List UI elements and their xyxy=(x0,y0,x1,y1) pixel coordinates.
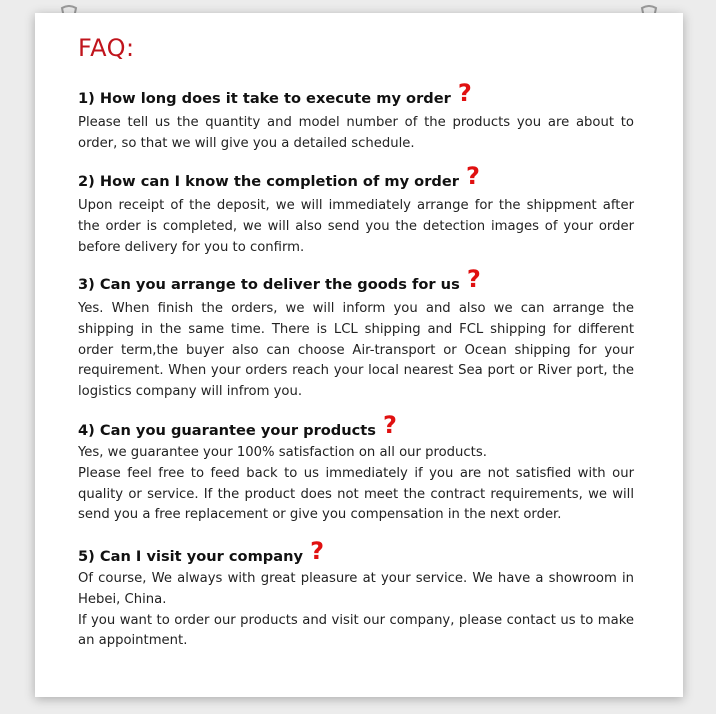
faq-item-4 xyxy=(78,411,634,526)
faq-item-2 xyxy=(78,162,634,258)
question-mark-icon: ? xyxy=(466,162,480,190)
question-mark-icon: ? xyxy=(466,265,481,293)
faq-question: 1) How long does it take to execute my order ? xyxy=(78,79,472,107)
question-mark-icon: ? xyxy=(310,537,325,565)
faq-answer: Upon receipt of the deposit, we will immediately arrange for the shippment after the order is completed, we will also send you the detection images of your order before delivery for you to confirm. xyxy=(78,198,634,255)
faq-title: FAQ: xyxy=(78,34,135,62)
question-mark-icon: ? xyxy=(383,411,397,439)
faq-question: 2) How can I know the completion of my order ? xyxy=(78,162,480,190)
faq-answer: Please tell us the quantity and model number of the products you are about to order, so that we will give you a detailed schedule. xyxy=(78,115,634,151)
faq-item-1 xyxy=(78,79,634,155)
question-mark-icon: ? xyxy=(457,79,472,107)
faq-answer: Yes. When finish the orders, we will inform you and also we can arrange the shipping in the same time. There is LCL shipping and FCL shipping for different order term,the buyer also can choose Air-transport or Ocean shipping for your requirement. When your orders reach your local nearest Sea port or River port, the logistics company will infrom you. xyxy=(78,301,634,400)
faq-question: 4) Can you guarantee your products ? xyxy=(78,411,397,439)
faq-item-5 xyxy=(78,537,634,652)
faq-question: 3) Can you arrange to deliver the goods for us ? xyxy=(78,265,481,293)
faq-answer: Of course, We always with great pleasure at your service. We have a showroom in Hebei, China. If you want to order our products and visit our company, please contact us to make an appointment. xyxy=(78,571,634,649)
faq-question: 5) Can I visit your company ? xyxy=(78,537,325,565)
faq-answer: Yes, we guarantee your 100% satisfaction on all our products. Please feel free to feed back to us immediately if you are not satisfied with our quality or service. If the product does not meet the contract requirements, we will send you a free replacement or give you compensation in the next order. xyxy=(78,445,634,523)
faq-item-3 xyxy=(78,265,634,403)
